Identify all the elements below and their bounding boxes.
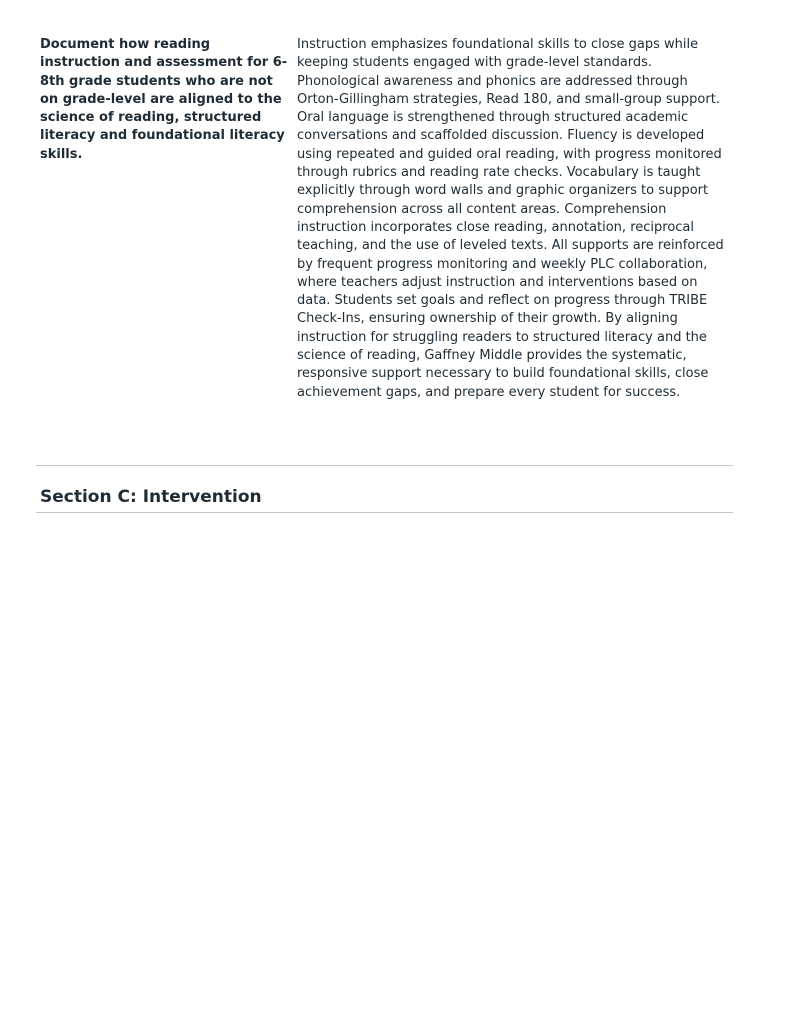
- question-response: Instruction emphasizes foundational skills to close gaps while keeping students engaged with grade-level standards. Phonological awareness and phonics are addressed through Orton-Gillingham strategies, Read 180, and small-group support. Oral language is strengthened through structured academic conversations and scaffolded discussion. Fluency is developed using repeated and guided oral reading, with progress monitored through rubrics and reading rate checks. Vocabulary is taught explicitly through word walls and graphic organizers to support comprehension across all content areas. Comprehension instruction incorporates close reading, annotation, reciprocal teaching, and the use of leveled texts. All supports are reinforced by frequent progress monitoring and weekly PLC collaboration, where teachers adjust instruction and interventions based on data. Students set goals and reflect on progress through TRIBE Check-Ins, ensuring ownership of their growth. By aligning instruction for struggling readers to structured literacy and the science of reading, Gaffney Middle provides the systematic, responsive support necessary to build foundational skills, close achievement gaps, and prepare every student for success.: [297, 37, 724, 400]
- question-row: [40, 36, 730, 402]
- section-title: Section C: Intervention: [40, 487, 262, 507]
- section-divider-top: [36, 465, 733, 466]
- section-divider-bottom: [36, 512, 733, 513]
- question-prompt: Document how reading instruction and assessment for 6-8th grade students who are not on grade-level are aligned to the science of reading, structured literacy and foundational literacy skills.: [40, 37, 288, 162]
